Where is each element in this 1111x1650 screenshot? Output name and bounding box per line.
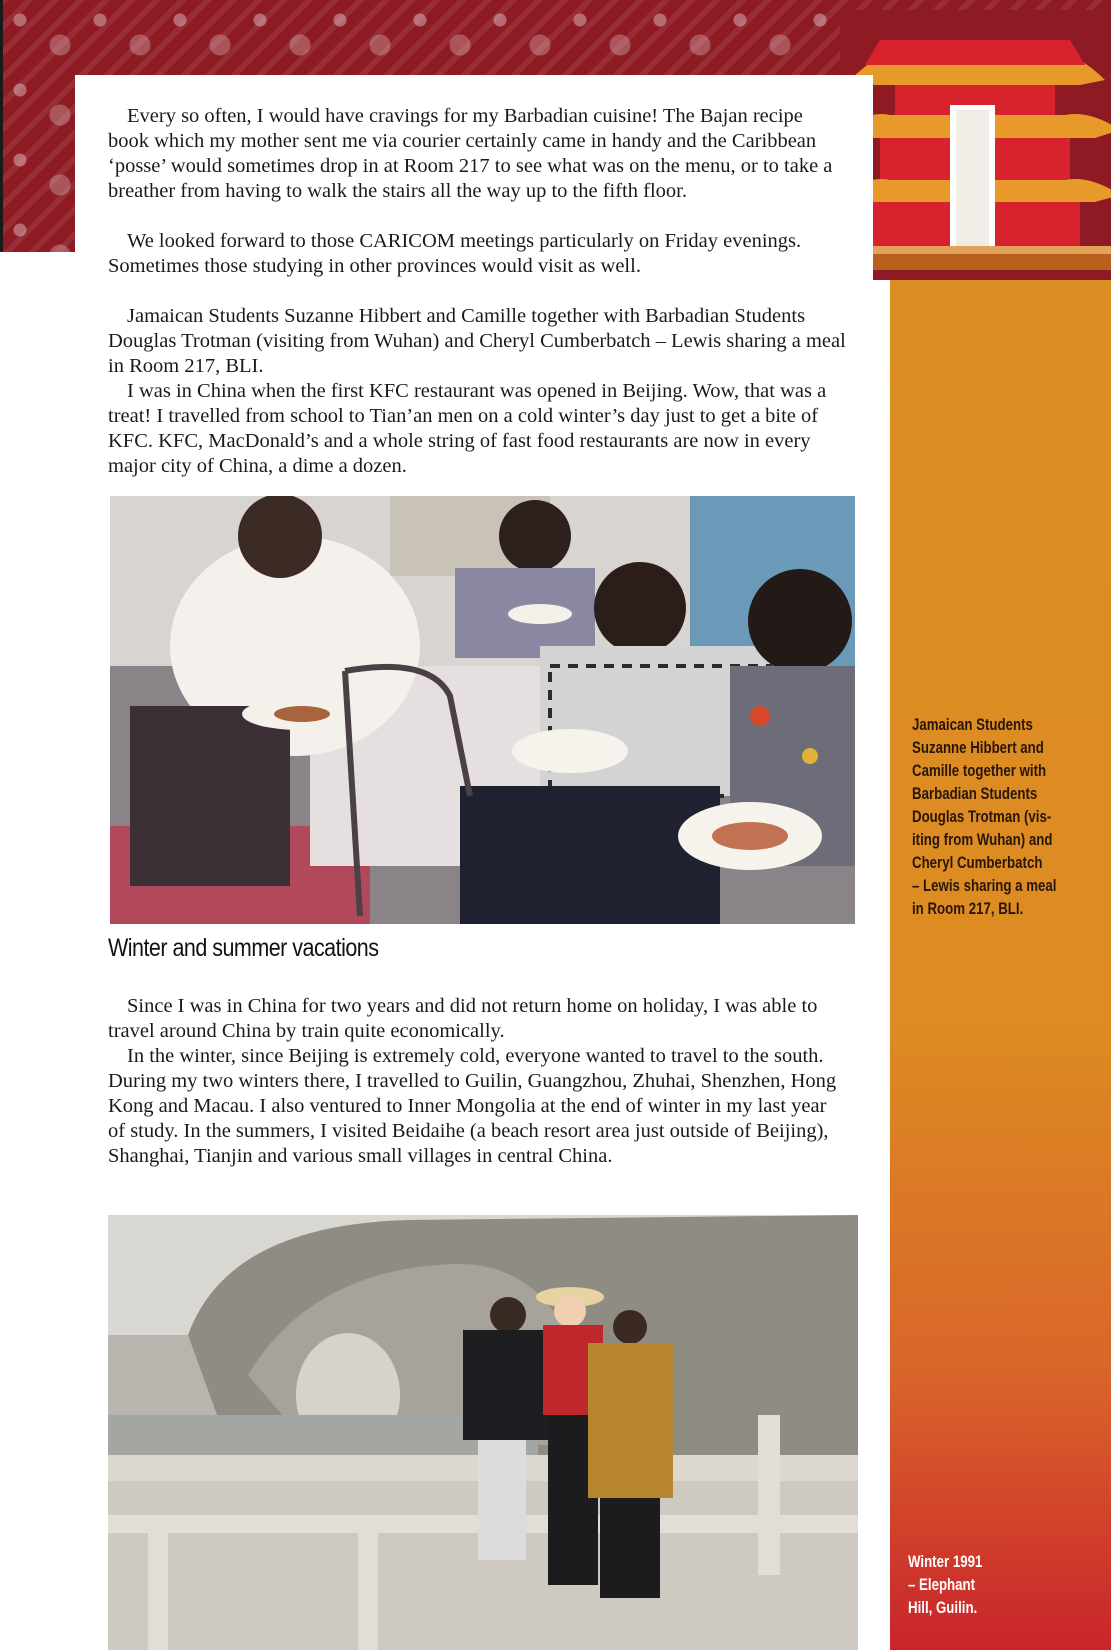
side-caption-column xyxy=(890,262,1111,1650)
caption-line: Barbadian Students xyxy=(912,784,1038,803)
paragraph-text: Since I was in China for two years and did not return home on holiday, I was able to travel around China by train quite economically. xyxy=(108,995,818,1042)
page-left-edge xyxy=(0,0,3,252)
paragraph-travel-by-train xyxy=(108,994,848,1044)
paragraph-text: Every so often, I would have cravings for my Barbadian cuisine! The Bajan recipe book which my mother sent me via courier certainly came in handy and the Caribbean ‘posse’ would sometimes drop in at Room 217 to see what was on the menu, or to take a breather from having to walk the stairs all the way up to the fifth floor. xyxy=(108,105,833,202)
caption-line: Winter 1991 xyxy=(908,1552,983,1571)
pagoda-icon xyxy=(840,10,1111,280)
paragraph-text: In the winter, since Beijing is extremely cold, everyone wanted to travel to the south. During my two winters there, I travelled to Guilin, Guangzhou, Zhuhai, Shenzhen, Hong Kong and Macau. I also ventured to Inner Mongolia at the end of winter in my last year of study. In the summers, I visited Beidaihe (a beach resort area just outside of Beijing), Shanghai, Tianjin and various small villages in central China. xyxy=(108,1045,837,1167)
caption-meal-photo xyxy=(912,713,1056,920)
caption-line: iting from Wuhan) and xyxy=(912,830,1053,849)
caption-line: – Lewis sharing a meal xyxy=(912,876,1057,895)
paragraph-winter-travels xyxy=(108,1044,848,1169)
section-heading: Winter and summer vacations xyxy=(108,934,379,962)
caption-line: Suzanne Hibbert and xyxy=(912,738,1044,757)
paragraph-kfc xyxy=(108,379,848,479)
photo-elephant-hill-guilin xyxy=(108,1215,858,1650)
paragraph-text: Jamaican Students Suzanne Hibbert and Camille together with Barbadian Students Douglas Trotman (visiting from Wuhan) and Cheryl Cumberbatch – Lewis sharing a meal in Room 217, BLI. xyxy=(108,305,846,377)
paragraph-text: We looked forward to those CARICOM meetings particularly on Friday evenings. Sometimes those studying in other provinces would visit as well. xyxy=(108,230,802,277)
paragraph-bajan-cuisine xyxy=(108,104,848,204)
caption-line: Camille together with xyxy=(912,761,1047,780)
paragraph-caricom-meetings xyxy=(108,229,848,279)
paragraph-text: I was in China when the first KFC restaurant was opened in Beijing. Wow, that was a treat! I travelled from school to Tian’an men on a cold winter’s day just to get a bite of KFC. KFC, MacDonald’s and a whole string of fast food restaurants are now in every major city of China, a dime a dozen. xyxy=(108,380,827,477)
caption-line: Hill, Guilin. xyxy=(908,1598,978,1617)
caption-line: – Elephant xyxy=(908,1575,976,1594)
photo-students-sharing-meal xyxy=(110,496,855,924)
paragraph-meal-description xyxy=(108,304,848,379)
caption-line: Douglas Trotman (vis- xyxy=(912,807,1052,826)
caption-line: Cheryl Cumberbatch xyxy=(912,853,1043,872)
caption-line: in Room 217, BLI. xyxy=(912,899,1024,918)
caption-line: Jamaican Students xyxy=(912,715,1033,734)
caption-guilin-photo xyxy=(908,1550,982,1619)
